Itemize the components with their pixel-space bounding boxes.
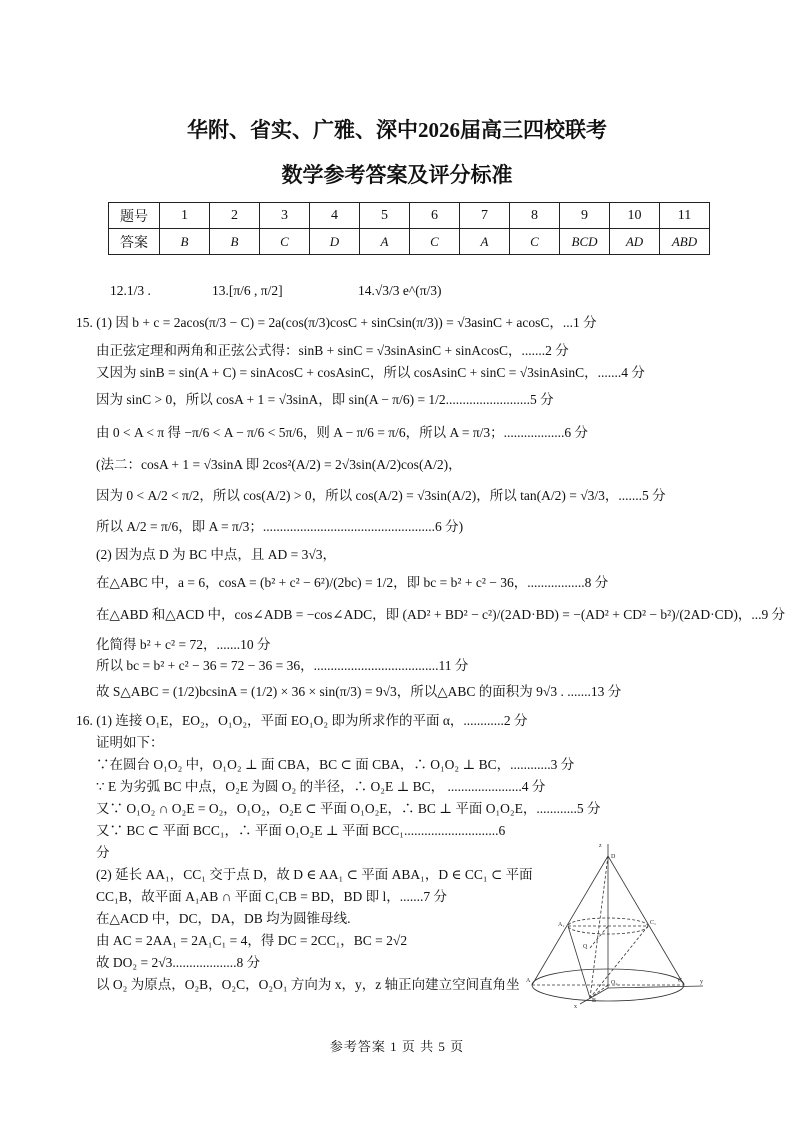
solution-line: (2) 因为点 D 为 BC 中点，且 AD = 3√3， <box>96 547 337 562</box>
axis-label-y: y <box>700 979 703 985</box>
table-cell: D <box>310 229 360 255</box>
solution-line: 证明如下： <box>96 735 164 750</box>
table-cell: 8 <box>510 203 560 229</box>
table-cell: 11 <box>660 203 710 229</box>
fill-answer-12: 12.1/3 . <box>110 283 151 298</box>
solution-line: ∵在圆台 O₁O₂ 中，O₁O₂ ⊥ 面 CBA，BC ⊂ 面 CBA，∴ O₁O₂ ⊥ BC，............3 分 <box>96 757 575 772</box>
table-cell: 6 <box>410 203 460 229</box>
solution-line: 在△ACD 中，DC，DA，DB 均为圆锥母线. <box>96 911 351 926</box>
table-cell: 10 <box>610 203 660 229</box>
table-cell: 1 <box>160 203 210 229</box>
fill-answer-13: 13.[π/6 , π/2] <box>212 283 283 298</box>
solution-line: 由 AC = 2AA₁ = 2A₁C₁ = 4，得 DC = 2CC₁，BC = 2√2 <box>96 933 408 948</box>
solution-line: 所以 bc = b² + c² − 36 = 72 − 36 = 36，.....................................11 分 <box>96 658 469 673</box>
point-label-q: Q <box>583 944 588 950</box>
solution-line: 因为 0 < A/2 < π/2，所以 cos(A/2) > 0，所以 cos(A/2) = √3sin(A/2)，所以 tan(A/2) = √3/3，.......5 分 <box>96 488 666 503</box>
solution-line: 又因为 sinB = sin(A + C) = sinAcosC + cosAsinC，所以 cosAsinC + sinC = √3sinAsinC，.......4 分 <box>96 365 645 380</box>
solution-line: (法二：cosA + 1 = √3sinA 即 2cos²(A/2) = 2√3sin(A/2)cos(A/2)， <box>96 457 462 472</box>
table-cell: 2 <box>210 203 260 229</box>
axis-label-x: x <box>574 1004 577 1010</box>
fill-answer-14: 14.√3/3 e^(π/3) <box>358 283 442 298</box>
solution-line: 又∵ O₁O₂ ∩ O₂E = O₂，O₁O₂，O₂E ⊂ 平面 O₁O₂E，∴ BC ⊥ 平面 O₁O₂E，............5 分 <box>96 801 601 816</box>
axis-label-z: z <box>599 843 602 849</box>
point-label-c: C <box>678 978 683 984</box>
solution-line: (2) 延长 AA₁，CC₁ 交于点 D，故 D ∈ AA₁ ⊂ 平面 ABA₁，D ∈ CC₁ ⊂ 平面 <box>96 867 533 882</box>
table-cell: C <box>260 229 310 255</box>
table-cell: 9 <box>560 203 610 229</box>
solution-line: 在△ABC 中，a = 6，cosA = (b² + c² − 6²)/(2bc) = 1/2，即 bc = b² + c² − 36，.................8 分 <box>96 575 609 590</box>
page-title: 华附、省实、广雅、深中2026届高三四校联考 <box>187 118 607 142</box>
solution-line: ∵ E 为劣弧 BC 中点，O₂E 为圆 O₂ 的半径，∴ O₂E ⊥ BC， ......................4 分 <box>96 779 546 794</box>
point-label-a1: A₁ <box>558 922 565 928</box>
point-label-c1: C₁ <box>650 920 657 926</box>
solution-line: 故 DO₂ = 2√3...................8 分 <box>96 955 261 970</box>
row-label-answer: 答案 <box>109 229 160 255</box>
table-cell: 4 <box>310 203 360 229</box>
answer-table <box>108 202 710 255</box>
solution-line: 以 O₂ 为原点，O₂B，O₂C，O₂O₁ 方向为 x，y，z 轴正向建立空间直角坐 <box>96 977 520 992</box>
row-label-number: 题号 <box>109 203 160 229</box>
table-cell: C <box>510 229 560 255</box>
solution-line: 由 0 < A < π 得 −π/6 < A − π/6 < 5π/6，则 A − π/6 = π/6，所以 A = π/3；..................6 分 <box>96 425 589 440</box>
table-cell: BCD <box>560 229 610 255</box>
solution-line: 15. (1) 因 b + c = 2acos(π/3 − C) = 2a(cos(π/3)cosC + sinCsin(π/3)) = √3asinC + acosC，...1 分 <box>76 315 597 330</box>
page-footer: 参考答案 1 页 共 5 页 <box>329 1039 465 1054</box>
solution-line: 分 <box>96 845 110 860</box>
point-label-b: B <box>592 998 597 1004</box>
table-cell: A <box>360 229 410 255</box>
point-label-d: D <box>611 854 616 860</box>
table-cell: C <box>410 229 460 255</box>
solution-line: 所以 A/2 = π/6，即 A = π/3；...................................................6 分) <box>96 519 464 534</box>
table-cell: 7 <box>460 203 510 229</box>
point-label-a: A <box>526 978 531 984</box>
solution-line: 化简得 b² + c² = 72，.......10 分 <box>96 637 271 652</box>
table-cell: 5 <box>360 203 410 229</box>
answer-table-answer-row <box>109 229 710 255</box>
table-cell: ABD <box>660 229 710 255</box>
page-subtitle: 数学参考答案及评分标准 <box>281 163 513 187</box>
table-cell: 3 <box>260 203 310 229</box>
point-label-o2: O₂ <box>611 980 618 986</box>
answer-table-number-row <box>109 203 710 229</box>
table-cell: A <box>460 229 510 255</box>
solution-line: 16. (1) 连接 O₁E，EO₂，O₁O₂，平面 EO₁O₂ 即为所求作的平面 α，............2 分 <box>76 713 528 728</box>
solution-line: 故 S△ABC = (1/2)bcsinA = (1/2) × 36 × sin(π/3) = 9√3，所以△ABC 的面积为 9√3 . .......13 分 <box>96 684 622 699</box>
frustum-cone-figure <box>528 838 708 1008</box>
solution-line: 在△ABD 和△ACD 中，cos∠ADB = −cos∠ADC，即 (AD² + BD² − c²)/(2AD·BD) = −(AD² + CD² − b²)/(2AD·CD)，...9 分 <box>96 607 786 622</box>
table-cell: B <box>160 229 210 255</box>
table-cell: B <box>210 229 260 255</box>
solution-line: CC₁B，故平面 A₁AB ∩ 平面 C₁CB = BD，BD 即 l，.......7 分 <box>96 889 448 904</box>
solution-line: 由正弦定理和两角和正弦公式得：sinB + sinC = √3sinAsinC + sinAcosC，.......2 分 <box>96 343 569 358</box>
solution-line: 因为 sinC > 0，所以 cosA + 1 = √3sinA，即 sin(A − π/6) = 1/2.........................5 分 <box>96 392 554 407</box>
solution-line: 又∵ BC ⊂ 平面 BCC₁，∴ 平面 O₁O₂E ⊥ 平面 BCC₁............................6 <box>96 823 506 838</box>
table-cell: AD <box>610 229 660 255</box>
